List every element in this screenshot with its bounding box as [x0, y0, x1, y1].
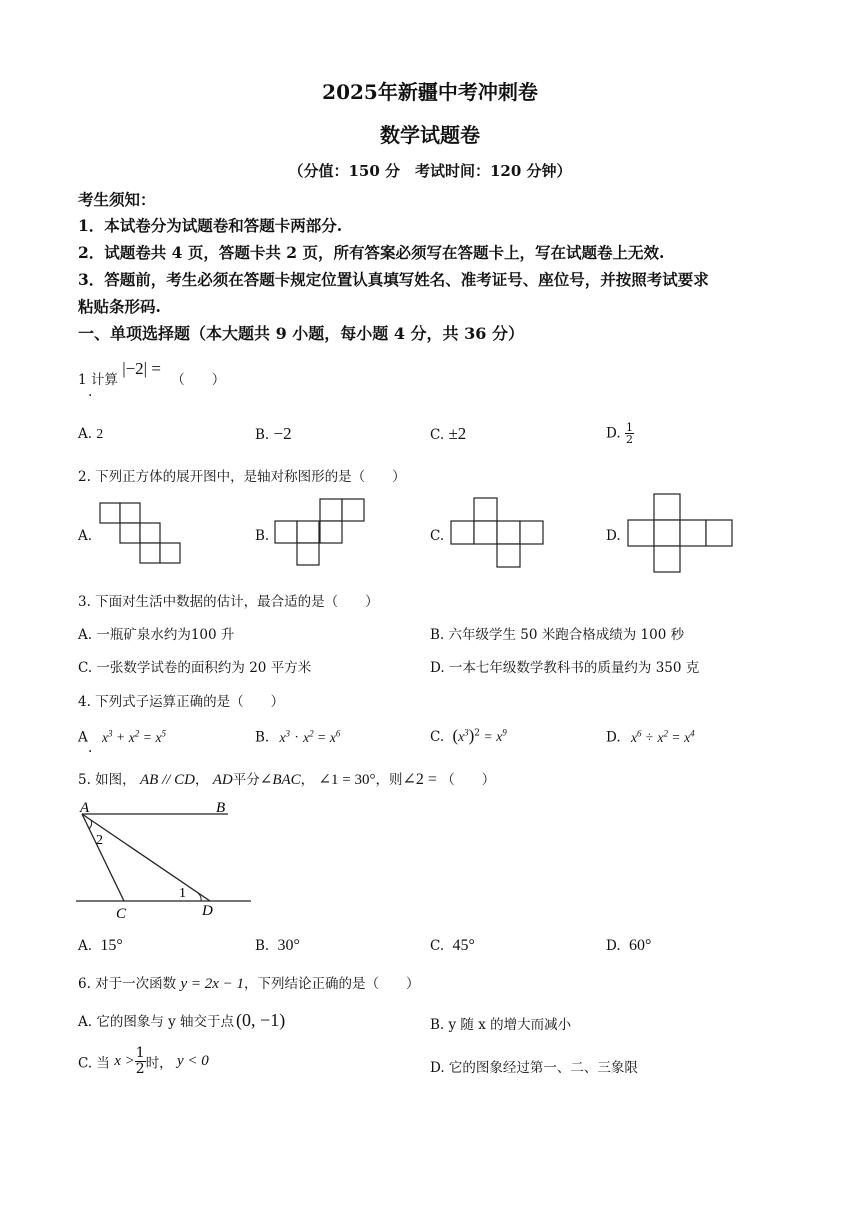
q3-option-b: B. 六年级学生 50 米跑合格成绩为 100 秒 — [430, 627, 685, 643]
point-a-label: A — [80, 800, 90, 816]
exam-meta: （分值：150 分 考试时间：120 分钟） — [288, 162, 572, 180]
q1-dot: . — [88, 384, 93, 400]
q3-option-a: A. 一瓶矿泉水约为100 升 — [78, 627, 235, 643]
q5-option-b: B. 30° — [255, 937, 300, 954]
q6-fraction: $\frac{1}{2}$ — [135, 1045, 145, 1077]
point-c-label: C — [116, 906, 127, 922]
point-b-label: B — [216, 800, 226, 816]
notice-item-3: 3．答题前，考生必须在答题卡规定位置认真填写姓名、准考证号、座位号，并按照考试要求 — [78, 270, 709, 289]
cube-net-b — [275, 499, 367, 545]
q1-expression: |−2| = — [122, 359, 161, 378]
q2-label-b: B. — [255, 528, 270, 544]
exam-title: 2025年新疆中考冲刺卷 — [322, 80, 538, 104]
q2-label-d: D. — [606, 528, 621, 544]
section-heading: 一、单项选择题（本大题共 9 小题，每小题 4 分，共 36 分） — [78, 324, 524, 343]
angle-2-label: 2 — [96, 833, 103, 848]
q5-option-c: C. 45° — [430, 937, 475, 954]
q1-text: 计算 — [90, 372, 118, 388]
q3-option-c: C. 一张数学试卷的面积约为 20 平方米 — [78, 660, 312, 676]
cube-net-c — [451, 498, 545, 570]
cube-net-a — [100, 503, 182, 566]
q2-label-a: A. — [78, 528, 93, 544]
segment-ad — [82, 814, 210, 901]
notice-item-1: 1．本试卷分为试题卷和答题卡两部分. — [78, 216, 343, 235]
notice-item-2: 2．试题卷共 4 页，答题卡共 2 页，所有答案必须写在答题卡上，写在试题卷上无效. — [78, 243, 665, 262]
q4-option-d: D. $x^6 \div x^2 = x^4$ — [606, 728, 695, 746]
q2-label-c: C. — [430, 528, 445, 544]
q5-option-d: D. 60° — [606, 937, 652, 954]
q1-option-d: D. $\frac{1}{2}$ — [606, 421, 633, 446]
q6-stem: 6. 对于一次函数 y = 2x − 1，下列结论正确的是（ ） — [78, 976, 420, 992]
q1-number: 1 — [78, 372, 87, 388]
q5-stem: 5. 如图， AB // CD， AD平分∠BAC， ∠1 = 30°，则∠2 = （ ） — [78, 771, 496, 788]
point-d-label: D — [202, 903, 213, 919]
segment-ac — [82, 814, 124, 901]
cube-net-d — [628, 494, 734, 574]
angle-1-label: 1 — [179, 886, 186, 901]
q6-option-b: B. y 随 x 的增大而减小 — [430, 1017, 572, 1033]
q6-option-d: D. 它的图象经过第一、二、三象限 — [430, 1060, 638, 1076]
q2-stem: 2. 下列正方体的展开图中，是轴对称图形的是（ ） — [78, 469, 406, 485]
angle-2-arc — [89, 820, 92, 829]
q1-option-b: B. −2 — [255, 424, 292, 443]
q3-stem: 3. 下面对生活中数据的估计，最合适的是（ ） — [78, 594, 379, 610]
notice-heading: 考生须知： — [78, 190, 156, 209]
q3-option-d: D. 一本七年级数学教科书的质量约为 350 克 — [430, 660, 700, 676]
q1-fraction: $\frac{1}{2}$ — [625, 421, 633, 446]
q5-geometry-figure — [76, 798, 256, 924]
q4-option-b: B. $x^3 \cdot x^2 = x^6$ — [255, 728, 341, 746]
q4-option-c: C. $(x^3)^2 = x^9$ — [430, 726, 507, 745]
q1-option-c: C. ±2 — [430, 424, 467, 443]
q1-option-a: A. 2 — [78, 426, 104, 442]
q1-paren: （ ） — [171, 372, 226, 388]
exam-subtitle: 数学试题卷 — [380, 123, 480, 147]
q4-stem: 4. 下列式子运算正确的是（ ） — [78, 694, 285, 710]
q4-option-a: A $x^3 + x^2 = x^5$ — [78, 728, 166, 746]
q1-stem — [78, 359, 226, 389]
q6-option-c: C. 当 x > $\frac{1}{2}$ 时， y < 0 — [78, 1045, 209, 1077]
q5-option-a: A. 15° — [78, 937, 123, 954]
q4-dot: . — [88, 740, 93, 756]
notice-item-3-cont: 粘贴条形码. — [78, 297, 161, 316]
q6-option-a: A. 它的图象与 y 轴交于点 (0, −1) — [78, 1010, 286, 1030]
